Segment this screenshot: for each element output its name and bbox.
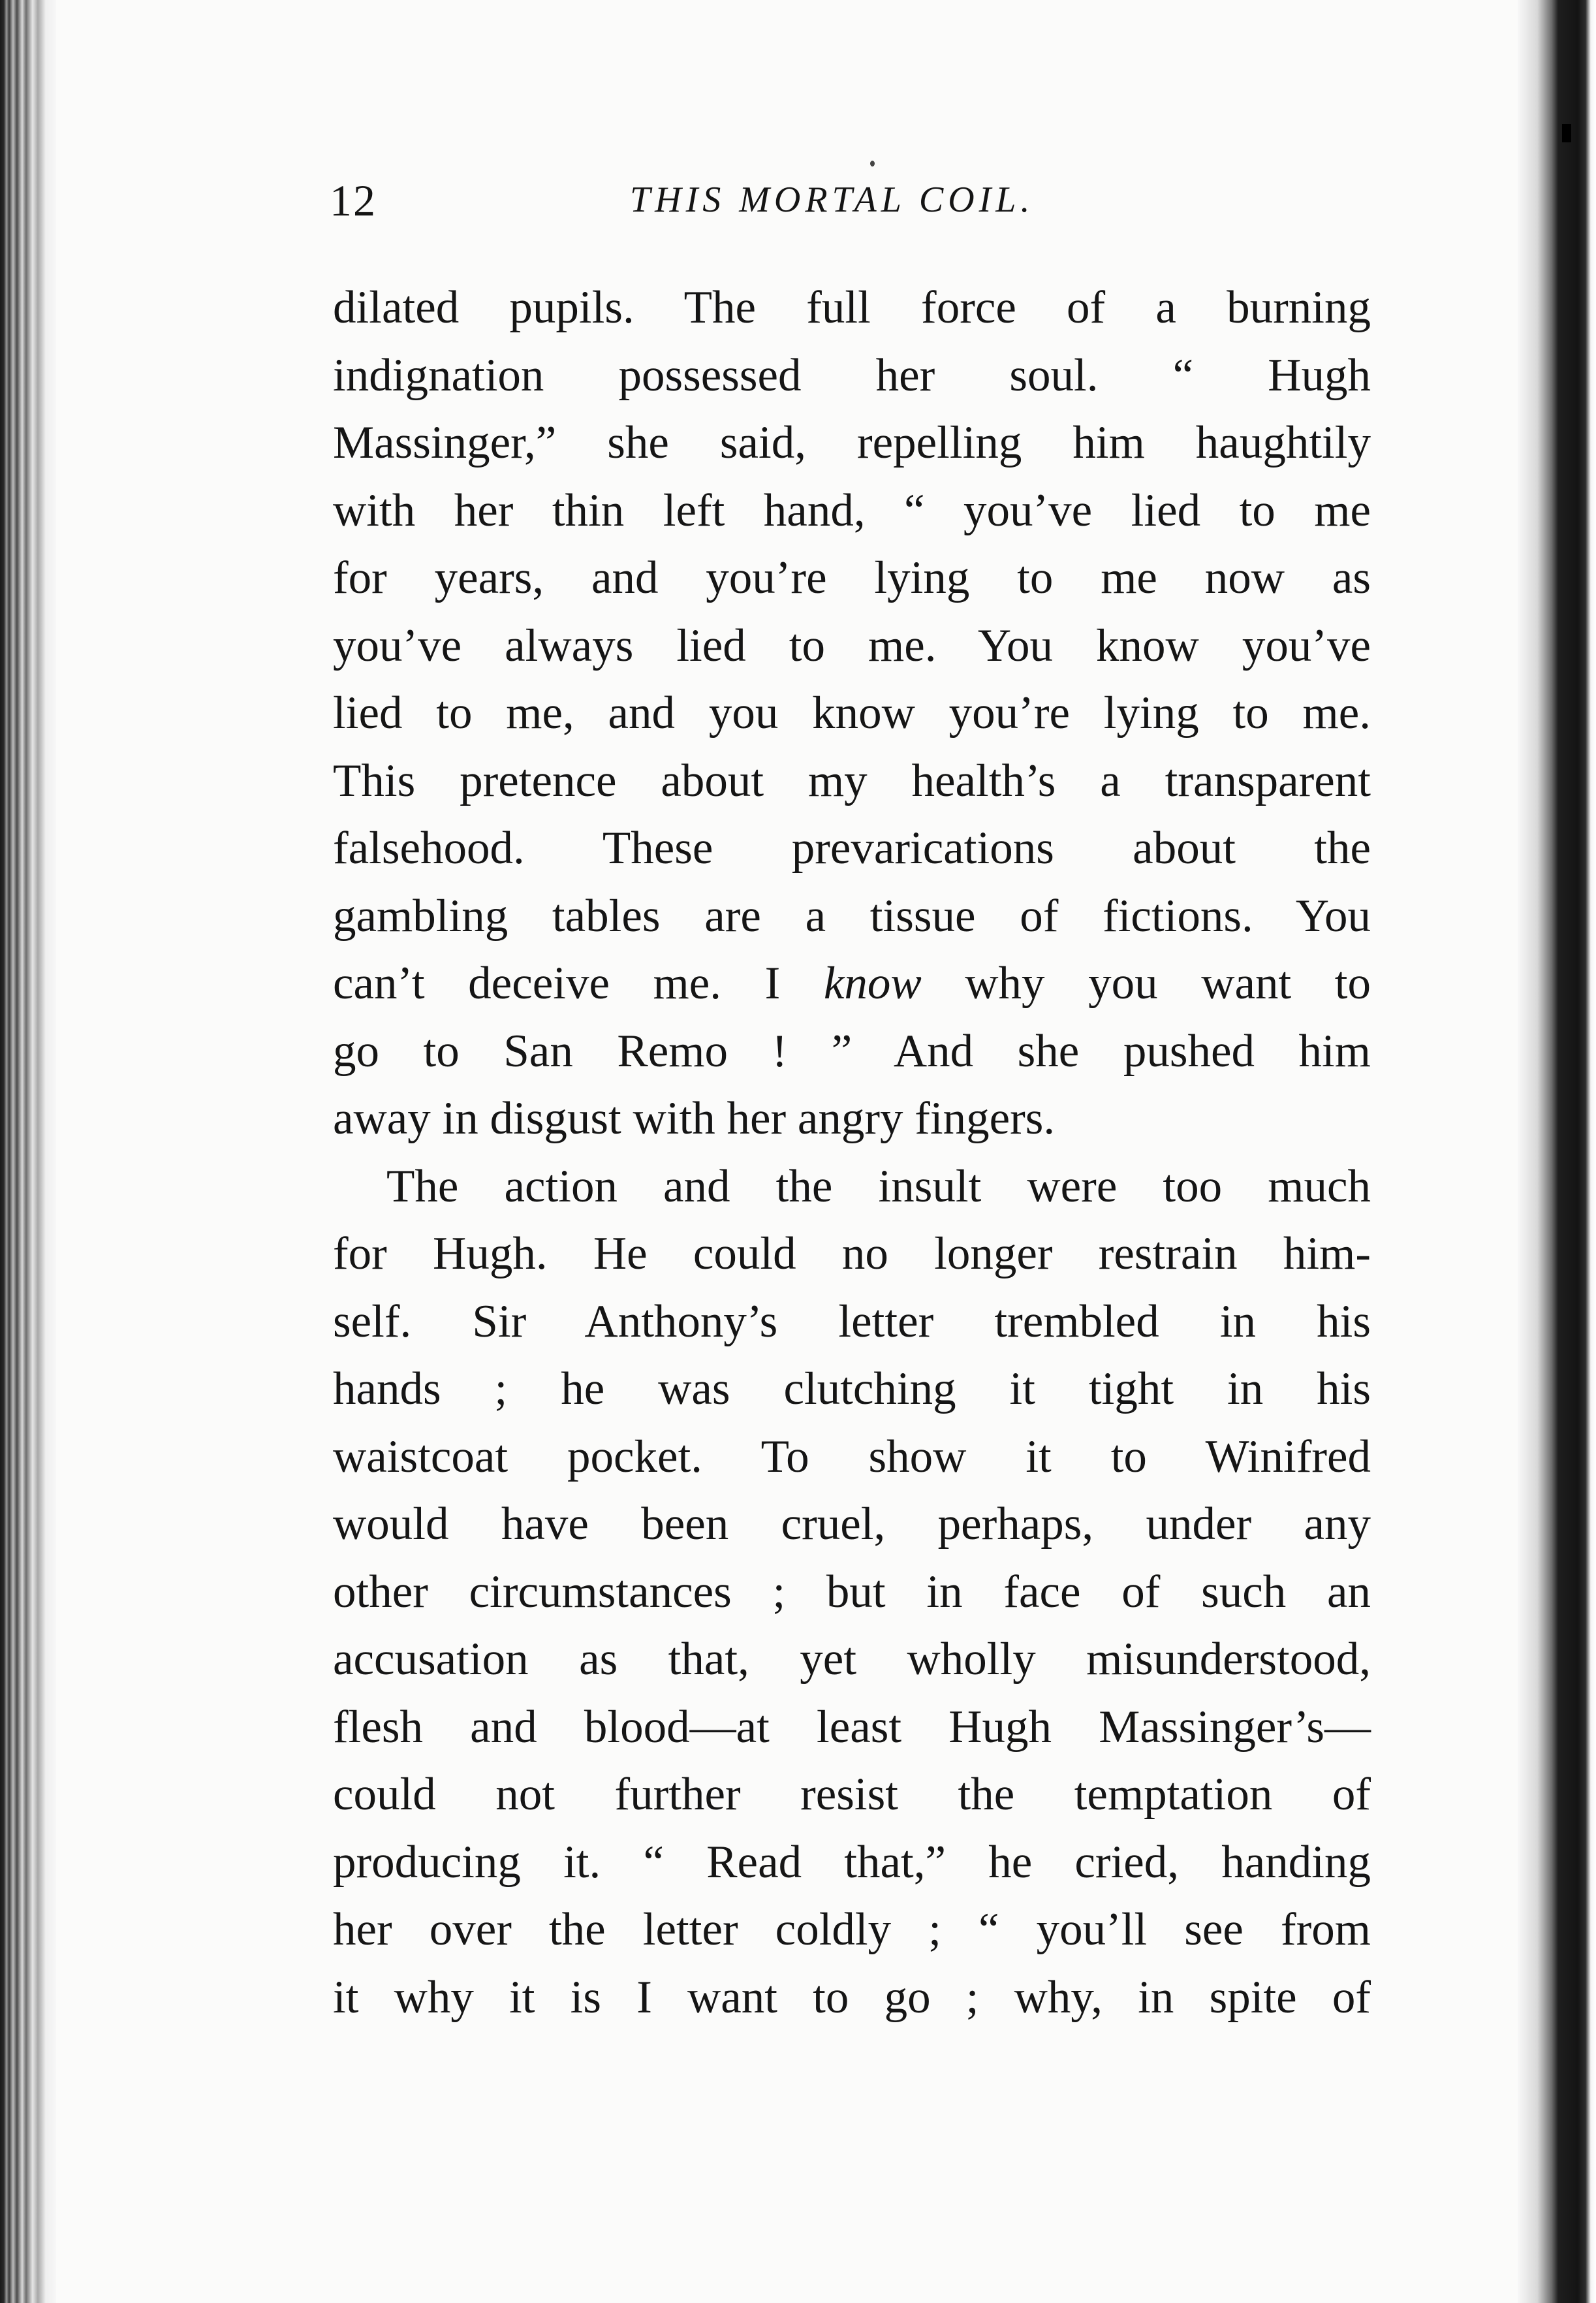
text-line-11 bbox=[333, 950, 1371, 1018]
text-line-10: gambling tables are a tissue of fictions. You bbox=[333, 890, 1371, 942]
edge-mark bbox=[1562, 124, 1571, 142]
text-line-1: dilated pupils. The full force of a burning bbox=[333, 282, 1371, 333]
running-title: THIS MORTAL COIL. bbox=[630, 180, 1035, 220]
text-line-11-end: why you want to bbox=[965, 958, 1371, 1009]
text-line-8: This pretence about my health’s a transparent bbox=[333, 755, 1371, 806]
text-line-21: accusation as that, yet wholly misunderstood, bbox=[333, 1634, 1371, 1685]
text-line-2: indignation possessed her soul. “ Hugh bbox=[333, 349, 1371, 401]
text-line-11-start: can’t deceive me. I bbox=[333, 958, 781, 1009]
emphasis-word: know bbox=[823, 958, 922, 1009]
text-line-26: it why it is I want to go ; why, in spite of bbox=[333, 1971, 1371, 2023]
text-line-3: Massinger,” she said, repelling him haughtily bbox=[333, 417, 1371, 468]
text-line-6: you’ve always lied to me. You know you’ve bbox=[333, 620, 1371, 671]
text-line-4: with her thin left hand, “ you’ve lied to me bbox=[333, 484, 1371, 536]
text-line-23: could not further resist the temptation of bbox=[333, 1769, 1371, 1820]
text-line-16: self. Sir Anthony’s letter trembled in his bbox=[333, 1295, 1371, 1347]
text-line-13: away in disgust with her angry fingers. bbox=[333, 1093, 1056, 1144]
text-line-19: would have been cruel, perhaps, under any bbox=[333, 1499, 1371, 1549]
text-line-18: waistcoat pocket. To show it to Winifred bbox=[333, 1431, 1371, 1482]
text-line-5: for years, and you’re lying to me now as bbox=[333, 552, 1371, 603]
page-number: 12 bbox=[330, 176, 377, 225]
text-line-24: producing it. “ Read that,” he cried, handing bbox=[333, 1836, 1371, 1888]
text-line-25: her over the letter coldly ; “ you’ll see from bbox=[333, 1904, 1371, 1955]
text-line-9: falsehood. These prevarications about the bbox=[333, 823, 1371, 874]
book-binding-edge bbox=[0, 0, 56, 2303]
page-header bbox=[330, 175, 1368, 227]
text-line-14: The action and the insult were too much bbox=[386, 1160, 1371, 1212]
text-line-17: hands ; he was clutching it tight in his bbox=[333, 1363, 1371, 1414]
page-right-edge bbox=[1518, 0, 1596, 2303]
text-line-20: other circumstances ; but in face of such an bbox=[333, 1566, 1371, 1617]
ink-speck bbox=[870, 161, 875, 167]
text-line-7: lied to me, and you know you’re lying to me. bbox=[333, 688, 1371, 739]
body-text bbox=[333, 274, 1371, 2031]
text-line-15: for Hugh. He could no longer restrain him- bbox=[333, 1228, 1371, 1279]
text-line-22: flesh and blood—at least Hugh Massinger’s— bbox=[333, 1701, 1371, 1753]
text-line-12: go to San Remo ! ” And she pushed him bbox=[333, 1025, 1371, 1077]
